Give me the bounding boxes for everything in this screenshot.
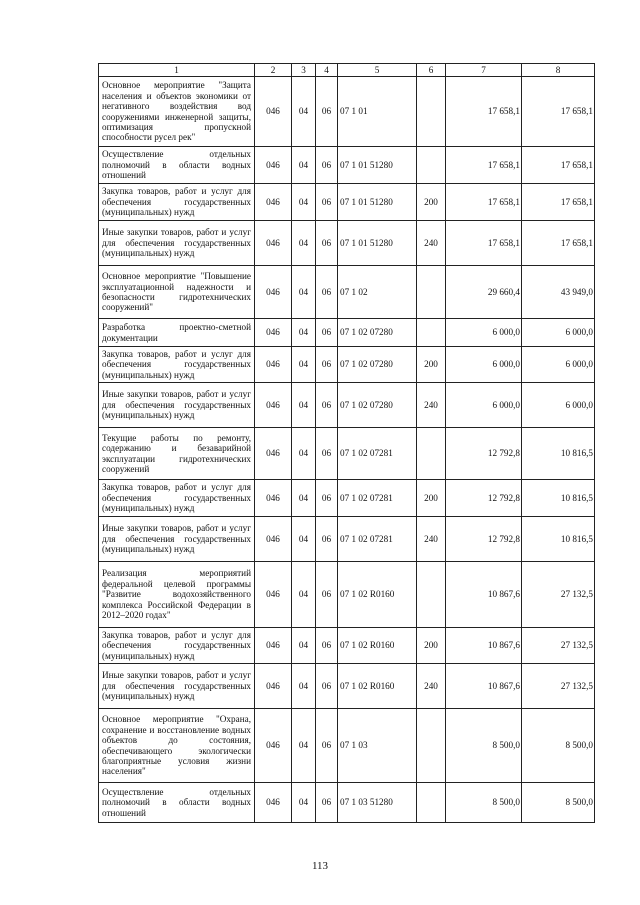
amount-col8-cell: 6 000,0: [522, 319, 595, 347]
description-cell: Основное мероприятие "Охрана, сохранение и восстановление водных объектов до состояния, обеспечивающего экологически благоприятные условия жизни населения": [99, 709, 255, 783]
description-cell: Осуществление отдельных полномочий в области водных отношений: [99, 783, 255, 823]
target-article-cell: 07 1 03: [338, 709, 417, 783]
description-cell: Основное мероприятие "Повышение эксплуатационной надежности и безопасности гидротехнических сооружений": [99, 266, 255, 319]
amount-col7-cell: 10 867,6: [446, 664, 522, 709]
section-cell: 04: [292, 347, 316, 383]
section-cell: 04: [292, 77, 316, 147]
subsection-cell: 06: [316, 184, 338, 221]
table-row: [99, 517, 595, 562]
header-col-4: 4: [316, 64, 338, 77]
budget-table-sheet: [98, 63, 594, 823]
expense-type-cell: [417, 319, 446, 347]
table-row: [99, 664, 595, 709]
target-article-cell: 07 1 02 07281: [338, 480, 417, 517]
description-cell: Закупка товаров, работ и услуг для обеспечения государственных (муниципальных) нужд: [99, 347, 255, 383]
amount-col8-cell: 10 816,5: [522, 428, 595, 480]
ministry-code-cell: 046: [255, 428, 292, 480]
header-col-5: 5: [338, 64, 417, 77]
subsection-cell: 06: [316, 628, 338, 664]
expense-type-cell: [417, 266, 446, 319]
header-col-1: 1: [99, 64, 255, 77]
amount-col8-cell: 10 816,5: [522, 517, 595, 562]
table-row: [99, 709, 595, 783]
subsection-cell: 06: [316, 266, 338, 319]
budget-table: [98, 63, 595, 823]
subsection-cell: 06: [316, 221, 338, 266]
subsection-cell: 06: [316, 480, 338, 517]
page-number: 113: [311, 860, 329, 872]
target-article-cell: 07 1 02: [338, 266, 417, 319]
amount-col7-cell: 29 660,4: [446, 266, 522, 319]
description-cell: Иные закупки товаров, работ и услуг для обеспечения государственных (муниципальных) нужд: [99, 383, 255, 428]
expense-type-cell: [417, 709, 446, 783]
table-row: [99, 562, 595, 628]
subsection-cell: 06: [316, 347, 338, 383]
amount-col8-cell: 27 132,5: [522, 562, 595, 628]
amount-col7-cell: 10 867,6: [446, 628, 522, 664]
expense-type-cell: 240: [417, 383, 446, 428]
table-row: [99, 347, 595, 383]
amount-col7-cell: 6 000,0: [446, 383, 522, 428]
header-col-6: 6: [417, 64, 446, 77]
section-cell: 04: [292, 783, 316, 823]
table-row: [99, 266, 595, 319]
expense-type-cell: [417, 562, 446, 628]
section-cell: 04: [292, 562, 316, 628]
ministry-code-cell: 046: [255, 664, 292, 709]
expense-type-cell: [417, 77, 446, 147]
amount-col8-cell: 27 132,5: [522, 628, 595, 664]
subsection-cell: 06: [316, 562, 338, 628]
ministry-code-cell: 046: [255, 221, 292, 266]
target-article-cell: 07 1 01 51280: [338, 147, 417, 184]
target-article-cell: 07 1 02 R0160: [338, 562, 417, 628]
amount-col8-cell: 10 816,5: [522, 480, 595, 517]
description-cell: Иные закупки товаров, работ и услуг для обеспечения государственных (муниципальных) нужд: [99, 664, 255, 709]
ministry-code-cell: 046: [255, 562, 292, 628]
amount-col7-cell: 17 658,1: [446, 221, 522, 266]
amount-col7-cell: 17 658,1: [446, 184, 522, 221]
ministry-code-cell: 046: [255, 184, 292, 221]
amount-col8-cell: 8 500,0: [522, 709, 595, 783]
expense-type-cell: 240: [417, 517, 446, 562]
ministry-code-cell: 046: [255, 319, 292, 347]
subsection-cell: 06: [316, 383, 338, 428]
amount-col8-cell: 43 949,0: [522, 266, 595, 319]
target-article-cell: 07 1 02 07280: [338, 347, 417, 383]
expense-type-cell: 200: [417, 347, 446, 383]
ministry-code-cell: 046: [255, 628, 292, 664]
table-row: [99, 783, 595, 823]
ministry-code-cell: 046: [255, 709, 292, 783]
amount-col7-cell: 8 500,0: [446, 709, 522, 783]
amount-col8-cell: 6 000,0: [522, 347, 595, 383]
description-cell: Закупка товаров, работ и услуг для обеспечения государственных (муниципальных) нужд: [99, 480, 255, 517]
description-cell: Реализация мероприятий федеральной целевой программы "Развитие водохозяйственного комплекса Российской Федерации в 2012–2020 годах": [99, 562, 255, 628]
ministry-code-cell: 046: [255, 347, 292, 383]
section-cell: 04: [292, 319, 316, 347]
section-cell: 04: [292, 428, 316, 480]
amount-col8-cell: 17 658,1: [522, 184, 595, 221]
expense-type-cell: 240: [417, 664, 446, 709]
description-cell: Основное мероприятие "Защита населения и объектов экономики от негативного воздействия вод сооружениями инженерной защиты, оптимизация пропускной способности русел рек": [99, 77, 255, 147]
target-article-cell: 07 1 02 07281: [338, 517, 417, 562]
header-col-2: 2: [255, 64, 292, 77]
target-article-cell: 07 1 02 R0160: [338, 628, 417, 664]
ministry-code-cell: 046: [255, 383, 292, 428]
expense-type-cell: 200: [417, 480, 446, 517]
amount-col8-cell: 8 500,0: [522, 783, 595, 823]
table-row: [99, 383, 595, 428]
amount-col7-cell: 17 658,1: [446, 147, 522, 184]
ministry-code-cell: 046: [255, 77, 292, 147]
description-cell: Осуществление отдельных полномочий в области водных отношений: [99, 147, 255, 184]
subsection-cell: 06: [316, 517, 338, 562]
amount-col8-cell: 17 658,1: [522, 147, 595, 184]
target-article-cell: 07 1 02 07280: [338, 383, 417, 428]
table-row: [99, 77, 595, 147]
section-cell: 04: [292, 480, 316, 517]
target-article-cell: 07 1 02 07281: [338, 428, 417, 480]
header-col-3: 3: [292, 64, 316, 77]
table-row: [99, 480, 595, 517]
amount-col7-cell: 12 792,8: [446, 517, 522, 562]
amount-col7-cell: 12 792,8: [446, 428, 522, 480]
amount-col7-cell: 12 792,8: [446, 480, 522, 517]
target-article-cell: 07 1 02 07280: [338, 319, 417, 347]
description-cell: Иные закупки товаров, работ и услуг для обеспечения государственных (муниципальных) нужд: [99, 517, 255, 562]
table-row: [99, 319, 595, 347]
description-cell: Закупка товаров, работ и услуг для обеспечения государственных (муниципальных) нужд: [99, 628, 255, 664]
table-row: [99, 184, 595, 221]
section-cell: 04: [292, 184, 316, 221]
description-cell: Разработка проектно-сметной документации: [99, 319, 255, 347]
section-cell: 04: [292, 628, 316, 664]
expense-type-cell: [417, 428, 446, 480]
section-cell: 04: [292, 664, 316, 709]
amount-col8-cell: 27 132,5: [522, 664, 595, 709]
subsection-cell: 06: [316, 147, 338, 184]
target-article-cell: 07 1 01 51280: [338, 221, 417, 266]
subsection-cell: 06: [316, 77, 338, 147]
ministry-code-cell: 046: [255, 480, 292, 517]
table-row: [99, 221, 595, 266]
ministry-code-cell: 046: [255, 783, 292, 823]
expense-type-cell: 200: [417, 628, 446, 664]
amount-col7-cell: 6 000,0: [446, 347, 522, 383]
amount-col7-cell: 8 500,0: [446, 783, 522, 823]
table-body: [99, 77, 595, 823]
amount-col7-cell: 6 000,0: [446, 319, 522, 347]
ministry-code-cell: 046: [255, 517, 292, 562]
table-row: [99, 428, 595, 480]
target-article-cell: 07 1 02 R0160: [338, 664, 417, 709]
header-col-7: 7: [446, 64, 522, 77]
header-col-8: 8: [522, 64, 595, 77]
target-article-cell: 07 1 01 51280: [338, 184, 417, 221]
section-cell: 04: [292, 221, 316, 266]
table-row: [99, 628, 595, 664]
section-cell: 04: [292, 266, 316, 319]
table-row: [99, 147, 595, 184]
expense-type-cell: [417, 783, 446, 823]
subsection-cell: 06: [316, 664, 338, 709]
ministry-code-cell: 046: [255, 266, 292, 319]
amount-col7-cell: 10 867,6: [446, 562, 522, 628]
target-article-cell: 07 1 01: [338, 77, 417, 147]
amount-col8-cell: 17 658,1: [522, 221, 595, 266]
description-cell: Иные закупки товаров, работ и услуг для обеспечения государственных (муниципальных) нужд: [99, 221, 255, 266]
section-cell: 04: [292, 147, 316, 184]
expense-type-cell: [417, 147, 446, 184]
subsection-cell: 06: [316, 709, 338, 783]
description-cell: Текущие работы по ремонту, содержанию и безаварийной эксплуатации гидротехнических сооружений: [99, 428, 255, 480]
expense-type-cell: 240: [417, 221, 446, 266]
description-cell: Закупка товаров, работ и услуг для обеспечения государственных (муниципальных) нужд: [99, 184, 255, 221]
ministry-code-cell: 046: [255, 147, 292, 184]
subsection-cell: 06: [316, 783, 338, 823]
target-article-cell: 07 1 03 51280: [338, 783, 417, 823]
header-row: [99, 64, 595, 77]
amount-col7-cell: 17 658,1: [446, 77, 522, 147]
subsection-cell: 06: [316, 319, 338, 347]
subsection-cell: 06: [316, 428, 338, 480]
amount-col8-cell: 6 000,0: [522, 383, 595, 428]
section-cell: 04: [292, 517, 316, 562]
amount-col8-cell: 17 658,1: [522, 77, 595, 147]
section-cell: 04: [292, 383, 316, 428]
section-cell: 04: [292, 709, 316, 783]
expense-type-cell: 200: [417, 184, 446, 221]
